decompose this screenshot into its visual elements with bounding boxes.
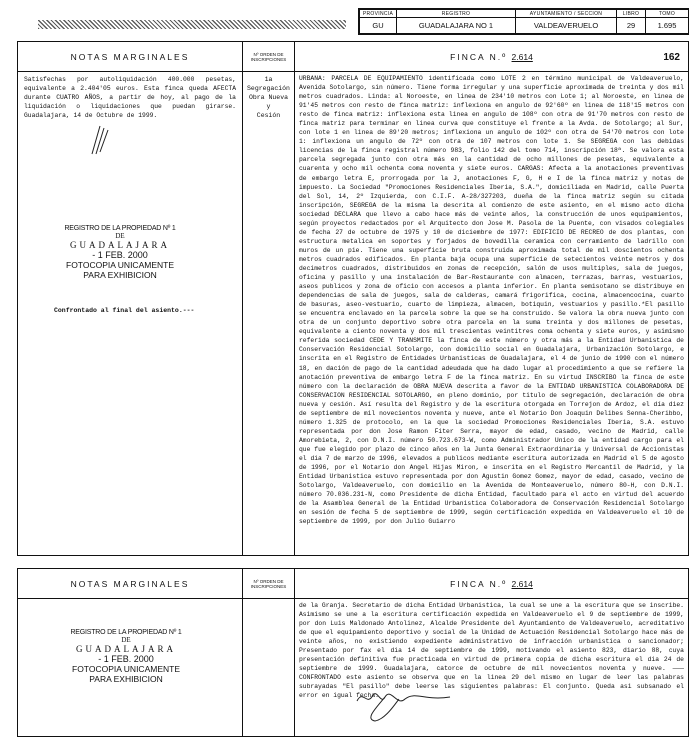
registry-sheet-2 <box>17 568 689 737</box>
province-label: PROVINCIA <box>360 10 397 18</box>
registry-stamp: REGISTRO DE LA PROPIEDAD Nº 1 DE GUADALAJARA - 1 FEB. 2000 FOTOCOPIA UNICAMENTE PARA EXHIBICION <box>70 629 182 684</box>
marginal-note: Satisfechas por autoliquidación 400.000 pesetas, equivalente a 2.404'05 euros. Esta finca queda AFECTA durante CUATRO AÑOS, a partir de hoy, al pago de la liquidación o liquidaciones que puedan girarse. Guadalajara, 14 de Octubre de 1999. <box>24 76 236 119</box>
signature-icon <box>88 122 112 156</box>
registry-header-table <box>358 8 689 35</box>
registry-stamp: REGISTRO DE LA PROPIEDAD Nº 1 DE GUADALAJARA - 1 FEB. 2000 FOTOCOPIA UNICAMENTE PARA EXHIBICION <box>64 225 176 280</box>
marginal-notes-column <box>18 42 243 555</box>
marginal-notes-column <box>18 569 243 736</box>
order-column <box>243 42 295 555</box>
finca-label: FINCA N.º <box>450 51 508 62</box>
municipality-value: VALDEAVERUELO <box>516 18 617 34</box>
order-title: Nº ORDEN DE INSCRIPCIONES <box>250 578 287 589</box>
inscription-column <box>295 42 688 555</box>
inscription-text: URBANA: PARCELA DE EQUIPAMIENTO identificada como LOTE 2 en término municipal de Valdeaveruelo, Avenida Sotolargo, sin número. Tiene forma irregular y una superficie aproximada de treinta y dos mil metros cuadrados. Linda: al Noroeste, en linea de 234'10 metros con Lote 1; al Noroeste, en linea de 91'45 metros con resto de finca matriz: inflexiona en angulo de 92'60º en linea de 118'15 metros con resto de finca matriz: inflexiona esta linea en angulo de 108º con otra de 91'70 metros con resto de finca matriz para terminar en linea curva que constituye el frente a la Avda. de Sotolargo; al Sur, con lote 1 en linea de 89'20 metros; inflexiona un angulo de 102º con otra de 54'70 metros con lote 1: inflexiona un angulo de 72º con otra de 107 metros con lote 1. Se SEGREGA con las debidas licencias de la finca registral número 983, folio 142 del tomo 714, inscripción 18ª. Se valora esta parcela segregada junto con otra más en la cantidad de ocho millones de pesetas, equivalente a cuarenta y ocho mil ochenta coma noventa y siete euros. CARGAS: Afecta a la anotaciones preventivas de embargo letra E, prorrogada por la J, anotaciones F, G, H e I de la finca matriz y notas de impuesto. La Sociedad "Promociones Residenciales Iberia, S.A.", domiciliada en Madrid, calle Puerta del Sol, 14, 2º Izquierda, con C.I.F. A-28/327203, dueña de la finca matriz según su citada inscripción, SEGREGA de la misma la descrita al comienzo de este asiento, en el mismo acto dicha sociedad DECLARA que llevo a cabo hace más de veinte años, la construcción de unos equipamientos, según proyectos redactados por el Arquitecto don Jose M. Pasola de la Puente, con visados colegiales de fecha 27 de octubre de 1975 y 10 de diciembre de 1977: EDIFICIO DE RECREO de dos plantas, con estructura metalica en soportes y forjados de bovedilla ceramica con cerramiento de ladrillo con muros de un pie. Tiene una superficie bruta construida aproximada total de mil doscientos ochenta metros cuadrados edificados. En planta baja ocupa una superficie de setecientos veinte metros y dos decimetros cuadrados, distribuidos en zonas de recepción, salón de usos multiples, sala de juegos, oficina y pasillo y una instalación de Bar-Restaurante con almacen, terrazas, barras, vestuarios, aseos publicos y zona de oficio con accesos a planta inferior. En planta semisotano se distribuye en dependencias de sala de juegos, sala de calderas, camará frigorifica, cocina, almacencocina, cuarto de basuras, aseo-vestuario, cuarto de limpieza, almacen, botiquin, vestuarios y pasillo.*El pasillo se encuentra enclavado en la parcela sobre la que se ha construido. Se valora la obra nueva junto con otra de un conjunto deportivo sobre otra parcela en la suma treinta y dos millones de pesetas, equivalente a ciento noventa y dos mil trescientas veintitres coma ochenta y siete euros, y asimismo referida sociedad CEDE Y TRANSMITE la finca de este número y otra más a la Entidad Urbanistica de Conservación Residencial Sotolargo, con domicilio social en Guadalajara, Urbanización Sotolargo, e inscrita en el Registro de Entidades Urbanisticas de Guadalajara, el 4 de junio de 1990 con el número 18, en dación de pago de la cantidad adeudada que ha dado lugar al procedimiento a que se refiere la anotación preventiva de embargo letra F de la finca matriz. En su virtud INSCRIBO la finca de este número con la declaración de OBRA NUEVA descrita a favor de la ENTIDAD URBANISTICA COLABORADORA DE CONSERVACION RESIDENCIAL SOTOLARGO, en pleno dominio, por titulo de segregación, declaración de obra nueva y cesión. Así resulta del Registro y de la escritura otorgada en Torrejon de Ardoz, el día diez de septiembre de mil novecientos noventa y nueve, ante el Notario Don Joaquin Delibes Senna-Cheribbo, número 1.325 de protocolo, en la que la sociedad Promociones Residenciales Iberia, S.A. estuvo representada por don Jose Ramon Fiter Serra, mayor de edad, casado, vecino de Madrid, calle Amorebieta, 2, con D.N.I. número 50.723.673-W, como Administrador Unico de la entidad cargo para el que fue elegido por plazo de cinco años en la Junta General Extraordinaria y Universal de Accionistas el dia 7 de marzo de 1996, elevados a publicos mediante escritura autorizada en Madrid el 5 de agosto de 1996, por el Notario don Angel Hijas Miron, e inscrita en el Registro Mercantil de Madrid, y la Entidad Urbanistica estuvo representada por don Agustin Gomez Gomez, mayor de edad, casado, vecino de Sotolargo, Valdeaveruelo, con domicilio en la Avenida de Monteaveruelo, número 80-H, con D.N.I. número 70.036.231-N, como Presidente de dicha Entidad, facultado para el acto en virtud del acuerdo de la Asamblea General de la Entidad Urbanistica Colaboradora de Conservación Residencial Sotolargo en sesión de fecha 5 de septiembre de 1999, según certificación expedida en Valdeaveruelo el 10 de septiembre de 1999, por don Julio Guiarro <box>299 75 684 526</box>
notes-title: NOTAS MARGINALES <box>70 51 190 62</box>
province-value: GU <box>360 18 397 34</box>
inscription-text: de la Granja. Secretario de dicha Entidad Urbanistica, la cual se une a la escritura que se inscribe. Asimismo se une a la escritura certificación expedida en Valdeaveruelo el 9 de septiembre de 1999, por don Luis Maldonado Antolinez, Alcalde Presidente del Ayuntamiento de Valdeaveruelo, acreditativo de que el equipamiento deportivo y social de la Unidad de Actuación Residencial Sotolargo hace más de veinte años, no existiendo expediente administrativo de infracción urbanistica o sancionador; Presentado por fax el dia 14 de septiembre de 1999, motivando el asiento 823, diario 88, cuya presentación definitiva fue practicada en virtud de primera copia de dicha escritura el dia 24 de septiembre de 1999. Guadalajara, catorce de octubre de mil novecientos noventa y nueve. ——— CONFRONTADO este asiento se observa que en la linea 29 del mismo en lugar de leer las palabras subrayadas "El pasillo" debe leerse las siguientes palabras: El conjunto. Queda asi subsanado el error en igual fecha. <box>299 602 684 700</box>
order-title: Nº ORDEN DE INSCRIPCIONES <box>250 51 287 62</box>
notes-title: NOTAS MARGINALES <box>70 578 190 589</box>
order-entry: 1a Segregación Obra Nueva y Cesión <box>247 76 290 119</box>
inscription-column <box>295 569 688 736</box>
folio-number: 162 <box>663 51 680 63</box>
volume-label: TOMO <box>646 10 689 18</box>
finca-number: 2.614 <box>511 51 533 62</box>
registry-value: GUADALAJARA NO 1 <box>397 18 516 34</box>
redacted-bar <box>38 20 346 29</box>
registry-sheet-1 <box>17 41 689 556</box>
municipality-label: AYUNTAMIENTO / SECCION <box>516 10 617 18</box>
volume-value: 1.695 <box>646 18 689 34</box>
finca-number: 2.614 <box>511 578 533 589</box>
registry-label: REGISTRO <box>397 10 516 18</box>
signature-icon <box>355 687 465 723</box>
book-label: LIBRO <box>617 10 646 18</box>
finca-label: FINCA N.º <box>450 578 508 589</box>
order-column <box>243 569 295 736</box>
book-value: 29 <box>617 18 646 34</box>
confrontado-note: Confrontado al final del asiento.--- <box>54 307 195 314</box>
